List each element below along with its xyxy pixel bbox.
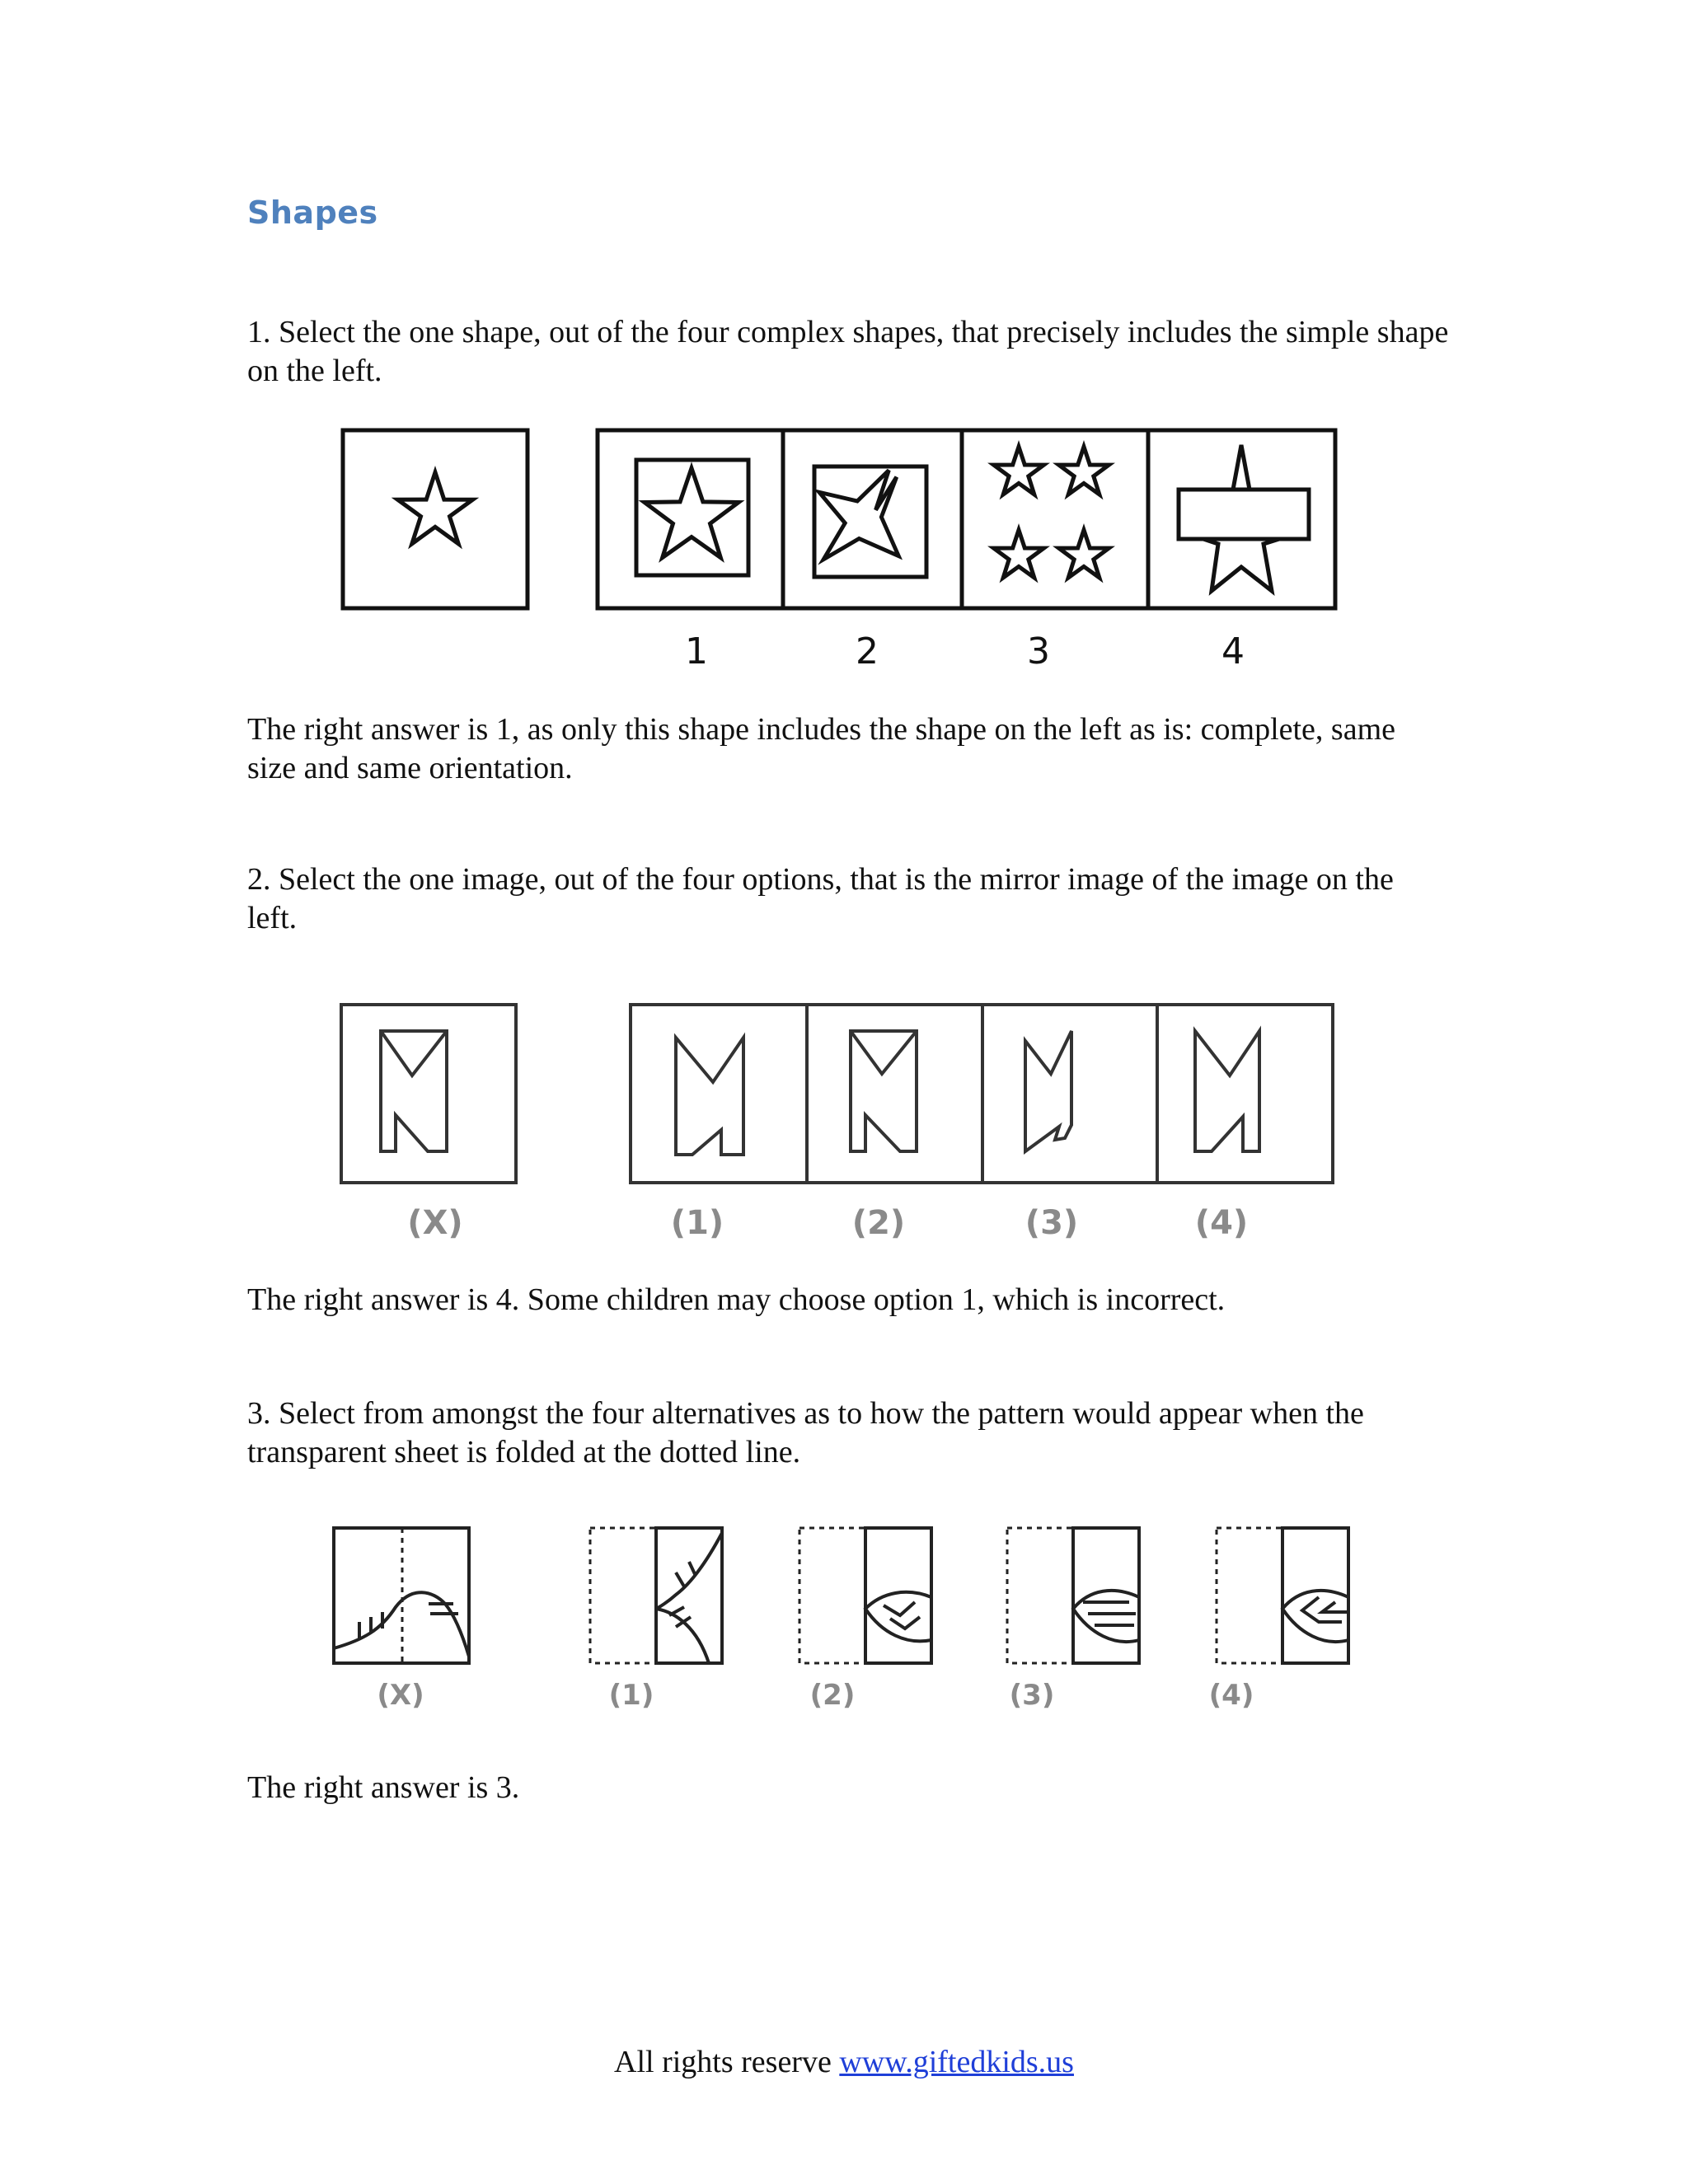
q2-given-shape (381, 1031, 447, 1151)
q1-option-1-square (636, 460, 748, 575)
q3-option-label: (3) (1009, 1679, 1055, 1712)
q1-option-label: 3 (1027, 630, 1050, 673)
q2-option-label: (1) (670, 1204, 724, 1242)
q1-option-3-star-icon (1059, 447, 1109, 494)
q2-option-1-shape (676, 1038, 743, 1155)
q3-option-3-leaf (1073, 1591, 1139, 1642)
q1-option-3-star-icon (1059, 530, 1109, 578)
q2-option-4-shape (1195, 1031, 1259, 1151)
q1-option-3-star-icon (994, 447, 1044, 494)
footer (0, 2044, 1688, 2080)
question-1-prompt: 1. Select the one shape, out of the four complex shapes, that precisely includes the simple shape on the left. (247, 315, 1449, 388)
footer-link[interactable]: www.giftedkids.us (839, 2045, 1074, 2079)
q2-option-label: (3) (1025, 1204, 1079, 1242)
question-2-prompt: 2. Select the one image, out of the four options, that is the mirror image of the image on the left. (247, 862, 1394, 935)
q1-option-2-square (814, 466, 926, 577)
q3-option-label: (2) (809, 1679, 856, 1712)
q1-given-box (343, 430, 528, 608)
q3-option-4-dotted (1217, 1528, 1282, 1663)
q1-option-label: 2 (856, 630, 879, 673)
q3-option-1-dotted (590, 1528, 656, 1663)
q3-option-1-pattern (656, 1533, 722, 1609)
q3-option-label: (4) (1208, 1679, 1254, 1712)
q1-option-1-star-icon (645, 468, 738, 558)
question-2-figure (330, 993, 1360, 1257)
question-1-figure (330, 420, 1360, 676)
q1-option-3-star-icon (994, 530, 1044, 578)
q1-option-4-star-top (1233, 445, 1250, 490)
footer-text: All rights reserve (614, 2045, 840, 2079)
question-2-answer: The right answer is 4. Some children may choose option 1, which is incorrect. (247, 1282, 1226, 1317)
q2-given-label: (X) (407, 1204, 463, 1242)
question-3-figure (330, 1516, 1401, 1731)
q3-option-label: (1) (608, 1679, 654, 1712)
q3-option-2-leaf (865, 1592, 931, 1642)
q3-option-2-dotted (799, 1528, 865, 1663)
q1-option-label: 4 (1221, 630, 1245, 673)
page-title: Shapes (247, 194, 378, 231)
q3-option-3-dotted (1007, 1528, 1073, 1663)
q1-option-4-star-bottom (1203, 539, 1279, 591)
q1-option-4-rect (1179, 490, 1309, 539)
q2-option-3-shape (1025, 1031, 1071, 1151)
q3-given-label: (X) (377, 1679, 424, 1712)
q1-given-star-icon (397, 472, 472, 544)
q2-option-2-shape (851, 1031, 917, 1151)
q2-option-label: (2) (851, 1204, 906, 1242)
q1-option-2-star-icon (819, 471, 898, 560)
q2-option-label: (4) (1194, 1204, 1249, 1242)
q1-option-label: 1 (685, 630, 708, 673)
question-3-prompt: 3. Select from amongst the four alternatives as to how the pattern would appear when the transparent sheet is folded at the dotted line. (247, 1396, 1364, 1469)
question-3-answer: The right answer is 3. (247, 1770, 520, 1805)
question-1-answer: The right answer is 1, as only this shape includes the shape on the left as is: complete, same size and same orientation. (247, 712, 1395, 785)
